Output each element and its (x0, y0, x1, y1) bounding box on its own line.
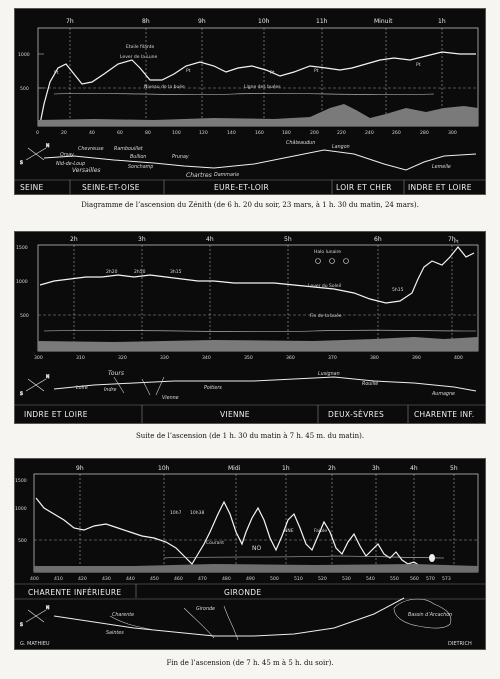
annotation: Lever de la Lune (120, 55, 158, 60)
caption-3: Fin de l’ascension (de 7 h. 45 m à 5 h. du soir). (166, 659, 334, 667)
annotation: Courant (206, 541, 224, 546)
place-label: Saintes (106, 631, 124, 636)
y-tick-label: 1000 (15, 507, 27, 512)
svg-text:S: S (20, 161, 23, 166)
y-tick-label: 1500 (15, 479, 27, 484)
place-label: Dammarie (214, 173, 240, 178)
hour-label: 5h (450, 465, 458, 472)
hour-label: 4h (410, 465, 418, 472)
annotation: NNE (284, 529, 294, 534)
annotation: Halo lunaire (314, 250, 342, 255)
region-label: GIRONDE (224, 588, 262, 597)
diagram-panel-2 (14, 231, 486, 424)
svg-text:300: 300 (448, 131, 457, 136)
place-label: Gironde (196, 607, 215, 612)
x-axis-ticks (30, 576, 451, 582)
caption-2: Suite de l’ascension (de 1 h. 30 du matin à 7 h. 45 m. du matin). (135, 432, 365, 440)
svg-text:470: 470 (198, 577, 207, 582)
annotation: 2h50 (134, 270, 146, 275)
hour-label: 7h (448, 236, 456, 243)
svg-text:260: 260 (392, 131, 401, 136)
place-label: Poitiers (204, 386, 222, 391)
svg-text:40: 40 (89, 131, 95, 136)
place-label: Tours (108, 370, 124, 377)
annotation: Lever du Soleil (308, 284, 342, 289)
hour-label: 7h (66, 18, 74, 25)
svg-text:60: 60 (117, 131, 123, 136)
engraver-signature: DIETRICH (448, 641, 472, 647)
caption-1: Diagramme de l’ascension du Zénith (de 6 h. 20 du soir, 23 mars, à 1 h. 30 du matin, 24 mars). (81, 201, 419, 209)
svg-text:530: 530 (342, 577, 351, 582)
altitude-curve (40, 247, 474, 303)
annotation: Fin de la buée (310, 314, 342, 319)
place-label: Châteaudun (286, 141, 316, 146)
svg-text:440: 440 (126, 577, 135, 582)
balloon-route (54, 377, 476, 391)
place-label: Versailles (72, 167, 101, 174)
annotation: Faible (314, 529, 328, 534)
diagram-panel-1 (14, 8, 486, 195)
svg-text:360: 360 (286, 356, 295, 361)
hour-label: 8h (142, 18, 150, 25)
svg-text:0: 0 (36, 131, 39, 136)
place-label: Charente (112, 613, 135, 618)
halo-symbols (316, 259, 349, 264)
region-label: EURE-ET-LOIR (214, 183, 270, 192)
annotation: Pt (314, 69, 319, 74)
region-label: DEUX-SÈVRES (328, 410, 385, 419)
y-tick-label: 500 (20, 87, 29, 92)
svg-text:500: 500 (270, 577, 279, 582)
annotation: Pt (454, 240, 459, 245)
svg-text:510: 510 (294, 577, 303, 582)
svg-text:20: 20 (61, 131, 67, 136)
y-tick-label: 500 (20, 314, 29, 319)
svg-text:573: 573 (442, 577, 451, 582)
svg-text:520: 520 (318, 577, 327, 582)
balloon-route (44, 150, 476, 170)
annotation: 10h38 (190, 511, 205, 516)
svg-text:550: 550 (390, 577, 399, 582)
svg-text:490: 490 (246, 577, 255, 582)
svg-text:160: 160 (255, 131, 264, 136)
hour-label: 4h (206, 236, 214, 243)
place-label: Sonchamp (128, 165, 154, 170)
svg-text:310: 310 (76, 356, 85, 361)
svg-text:330: 330 (160, 356, 169, 361)
place-label: Orsay (60, 153, 75, 158)
annotation: 3h15 (170, 270, 182, 275)
diagram-panel-3 (14, 458, 486, 650)
svg-text:N: N (46, 375, 50, 380)
svg-text:420: 420 (78, 577, 87, 582)
place-label: Langon (332, 145, 350, 150)
hour-label: 3h (372, 465, 380, 472)
annotation: Ligne des buées (244, 85, 281, 90)
annotation: Niveau de la buée (144, 85, 185, 90)
svg-text:300: 300 (34, 356, 43, 361)
svg-text:280: 280 (420, 131, 429, 136)
hour-label: 9h (76, 465, 84, 472)
place-label: Nid-de-Loup (56, 162, 86, 167)
svg-text:400: 400 (454, 356, 463, 361)
svg-text:100: 100 (172, 131, 181, 136)
svg-text:320: 320 (118, 356, 127, 361)
hour-label: 9h (198, 18, 206, 25)
svg-text:350: 350 (244, 356, 253, 361)
svg-text:N: N (46, 606, 50, 611)
hour-label: 5h (284, 236, 292, 243)
terrain-profile (38, 104, 478, 126)
annotation: 10h7 (170, 511, 182, 516)
compass-rose (20, 605, 49, 628)
svg-text:120: 120 (199, 131, 208, 136)
svg-text:390: 390 (412, 356, 421, 361)
svg-text:450: 450 (150, 577, 159, 582)
svg-text:N: N (46, 144, 50, 149)
place-label: Chevreuse (78, 147, 104, 152)
annotation: 2h20 (106, 270, 118, 275)
hour-label: 2h (328, 465, 336, 472)
svg-text:400: 400 (30, 577, 39, 582)
region-label: SEINE (20, 183, 44, 192)
region-label: INDRE ET LOIRE (24, 410, 88, 419)
region-label: INDRE ET LOIRE (408, 183, 472, 192)
altitude-curve (36, 498, 426, 568)
svg-text:460: 460 (174, 577, 183, 582)
svg-text:540: 540 (366, 577, 375, 582)
hour-gridlines (74, 245, 452, 351)
svg-text:370: 370 (328, 356, 337, 361)
hour-label: 1h (282, 465, 290, 472)
compass-rose (20, 374, 49, 397)
svg-text:220: 220 (337, 131, 346, 136)
x-axis-ticks (36, 130, 457, 136)
terrain-profile (38, 337, 478, 351)
place-label: Vienne (162, 396, 179, 401)
place-label: Bullion (130, 155, 147, 160)
svg-text:200: 200 (310, 131, 319, 136)
hour-label: 2h (70, 236, 78, 243)
place-label: Bassin d’Arcachon (408, 613, 453, 618)
svg-text:410: 410 (54, 577, 63, 582)
place-label: Prunay (172, 155, 189, 160)
svg-text:180: 180 (282, 131, 291, 136)
svg-text:240: 240 (365, 131, 374, 136)
svg-text:80: 80 (145, 131, 151, 136)
balloon-icon (429, 554, 435, 562)
hour-gridlines (70, 28, 442, 126)
x-axis-ticks (34, 355, 463, 361)
svg-text:560: 560 (410, 577, 419, 582)
hour-label: Midi (228, 465, 241, 472)
y-tick-label: 500 (18, 539, 27, 544)
annotation: Pt (54, 71, 59, 76)
hour-label: 3h (138, 236, 146, 243)
svg-text:340: 340 (202, 356, 211, 361)
place-label: Loire (76, 386, 88, 391)
region-label: LOIR ET CHER (336, 183, 392, 192)
place-label: Rambouillet (114, 147, 143, 152)
place-label: Chartres (186, 172, 212, 179)
annotation: Etoile filante (126, 45, 155, 50)
y-tick-label: 1000 (16, 280, 28, 285)
region-label: CHARENTE INF. (414, 410, 475, 419)
y-tick-label: 1000 (18, 53, 30, 58)
annotation: Pt (416, 63, 421, 68)
hour-label: 11h (316, 18, 328, 25)
hour-label: 10h (158, 465, 170, 472)
region-label: VIENNE (220, 410, 250, 419)
place-label: Rouillé (362, 382, 379, 387)
annotation: 5h15 (392, 288, 404, 293)
place-label: Lemelle (432, 165, 451, 170)
annotation: Pt (270, 71, 275, 76)
svg-text:480: 480 (222, 577, 231, 582)
engraver-signature: G. MATHIEU (20, 641, 50, 647)
hour-label: 6h (374, 236, 382, 243)
svg-text:570: 570 (426, 577, 435, 582)
y-tick-label: 1500 (16, 246, 28, 251)
place-label: Lusignan (318, 372, 340, 377)
region-label: CHARENTE INFÉRIEURE (28, 588, 122, 597)
compass-rose (20, 143, 49, 166)
place-label: Indre (104, 388, 117, 393)
place-label: Aumagne (432, 392, 455, 397)
annotation: NO (252, 545, 262, 552)
hour-label: 1h (438, 18, 446, 25)
svg-text:140: 140 (227, 131, 236, 136)
svg-text:S: S (20, 392, 23, 397)
svg-text:380: 380 (370, 356, 379, 361)
hour-label: 10h (258, 18, 270, 25)
svg-text:430: 430 (102, 577, 111, 582)
terrain-profile (34, 564, 478, 572)
svg-text:S: S (20, 623, 23, 628)
annotation: Pt (186, 69, 191, 74)
hour-label: Minuit (374, 18, 393, 25)
region-label: SEINE-ET-OISE (82, 183, 140, 192)
graph-frame (38, 245, 478, 351)
